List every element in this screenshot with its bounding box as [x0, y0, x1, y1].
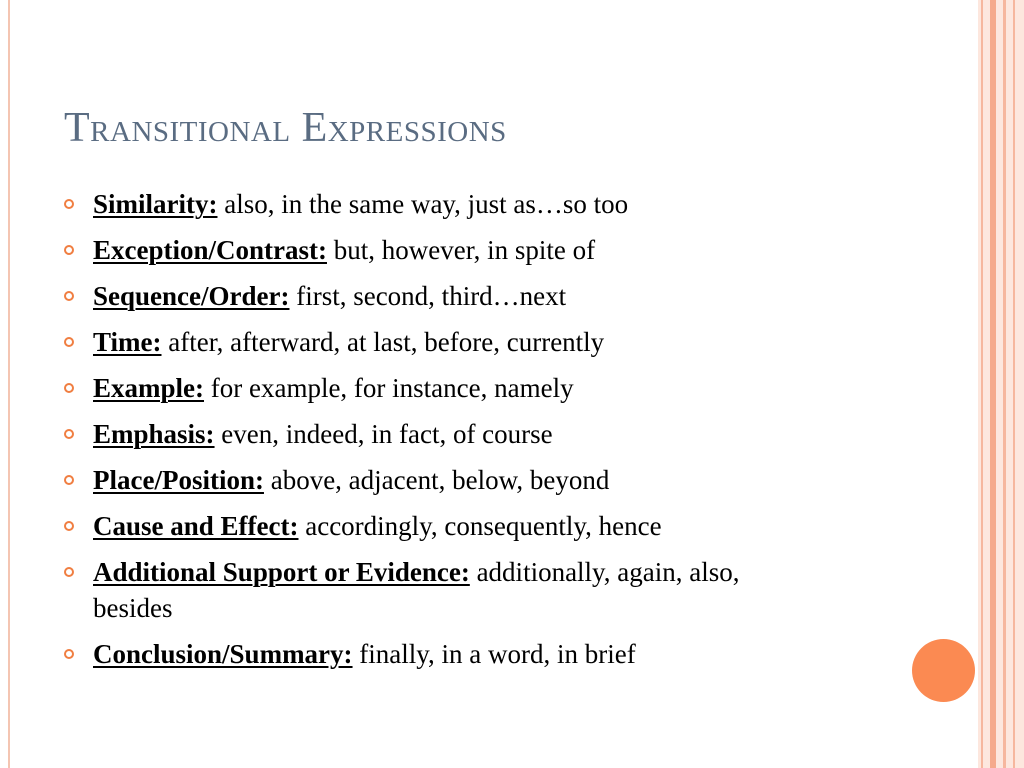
bullet-term: Example: — [93, 373, 204, 403]
right-stripe — [981, 0, 983, 768]
bullet-circle-icon — [64, 245, 74, 255]
bullet-circle-icon — [64, 521, 74, 531]
bullet-circle-icon — [64, 649, 74, 659]
bullet-circle-icon — [64, 383, 74, 393]
bullet-list — [62, 186, 942, 682]
bullet-text: first, second, third…next — [289, 281, 567, 311]
right-stripe — [990, 0, 996, 768]
bullet-circle-icon — [64, 475, 74, 485]
bullet-text: after, afterward, at last, before, currently — [161, 327, 605, 357]
bullet-term: Time: — [93, 327, 162, 357]
bullet-term: Additional Support or Evidence: — [93, 557, 470, 587]
bullet-circle-icon — [64, 291, 74, 301]
bullet-text: additionally, again, also, besides — [93, 557, 740, 623]
bullet-exception-contrast — [62, 232, 942, 268]
bullet-text: even, indeed, in fact, of course — [214, 419, 553, 449]
bullet-text: above, adjacent, below, beyond — [263, 465, 610, 495]
bullet-term: Emphasis: — [93, 419, 215, 449]
bullet-additional-support — [62, 554, 813, 626]
bullet-term: Cause and Effect: — [93, 511, 299, 541]
bullet-text: also, in the same way, just as…so too — [217, 189, 629, 219]
bullet-circle-icon — [64, 199, 74, 209]
bullet-place-position — [62, 462, 942, 498]
bullet-circle-icon — [64, 567, 74, 577]
bullet-circle-icon — [64, 337, 74, 347]
slide-title: Transitional Expressions — [64, 105, 507, 151]
bullet-similarity — [62, 186, 942, 222]
bullet-circle-icon — [64, 429, 74, 439]
bullet-term: Sequence/Order: — [93, 281, 290, 311]
right-decorative-band — [978, 0, 1024, 768]
bullet-text: accordingly, consequently, hence — [298, 511, 662, 541]
bullet-text: for example, for instance, namely — [204, 373, 574, 403]
bullet-example — [62, 370, 942, 406]
right-stripe — [1003, 0, 1006, 768]
bullet-term: Place/Position: — [93, 465, 264, 495]
bullet-term: Similarity: — [93, 189, 218, 219]
bullet-conclusion-summary — [62, 636, 942, 672]
bullet-cause-and-effect — [62, 508, 942, 544]
bullet-emphasis — [62, 416, 942, 452]
right-stripe — [1013, 0, 1015, 768]
bullet-term: Exception/Contrast: — [93, 235, 327, 265]
left-frame-line — [8, 0, 10, 768]
bullet-time — [62, 324, 942, 360]
bullet-sequence-order — [62, 278, 942, 314]
bullet-text: finally, in a word, in brief — [352, 639, 636, 669]
bullet-term: Conclusion/Summary: — [93, 639, 353, 669]
bullet-text: but, however, in spite of — [326, 235, 596, 265]
